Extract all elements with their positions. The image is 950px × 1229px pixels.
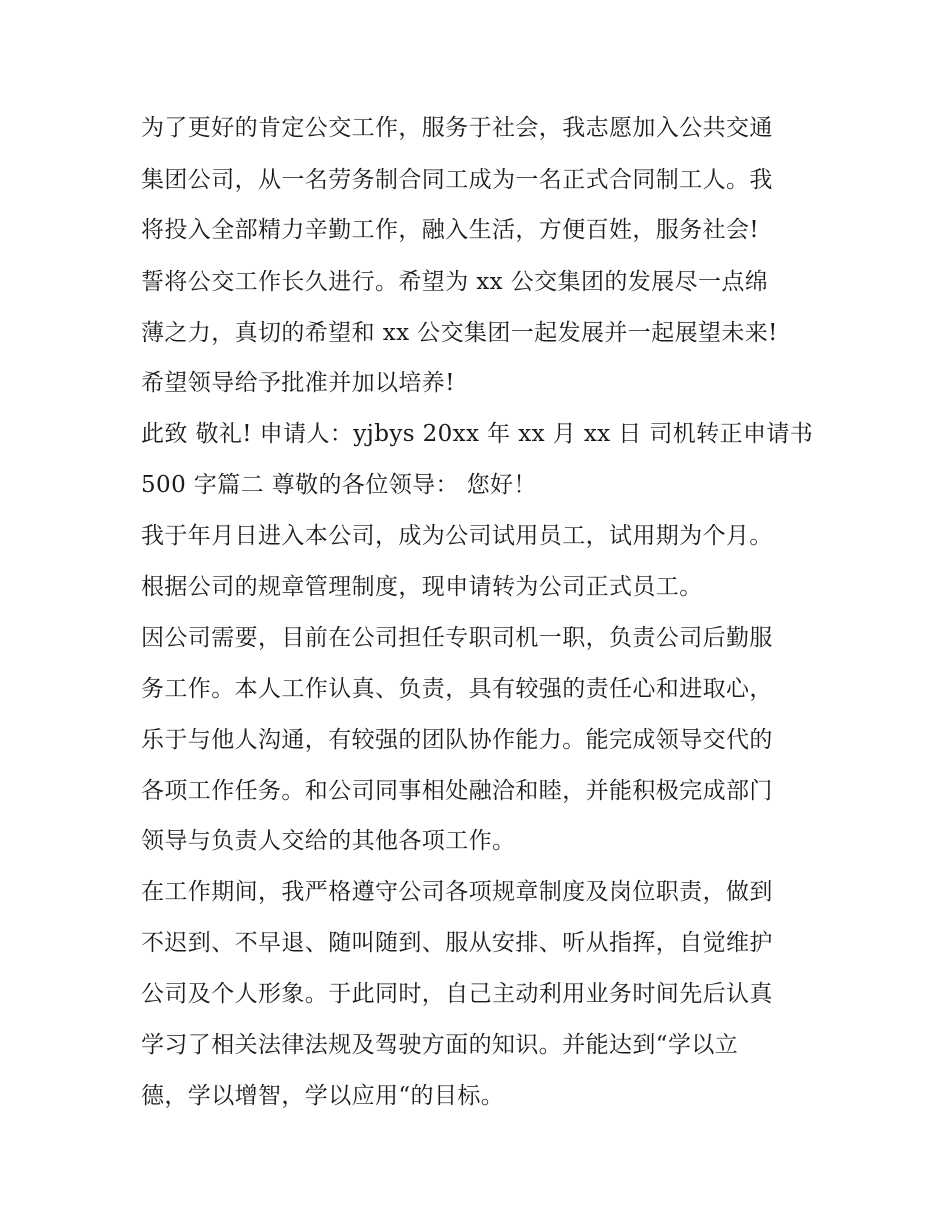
text-line: 不迟到、不早退、随叫随到、服从安排、听从指挥，自觉维护 bbox=[141, 930, 773, 956]
text-line: 德，学以增智，学以应用“的目标。 bbox=[141, 1083, 505, 1109]
text-line: 为了更好的肯定公交工作，服务于社会，我志愿加入公共交通 bbox=[141, 115, 773, 141]
text-line: 集团公司，从一名劳务制合同工成为一名正式合同制工人。我 bbox=[141, 167, 773, 193]
text-line: 在工作期间，我严格遵守公司各项规章制度及岗位职责，做到 bbox=[141, 879, 773, 905]
text-line: 公司及个人形象。于此同时，自己主动利用业务时间先后认真 bbox=[141, 981, 773, 1007]
text-line: 希望领导给予批准并加以培养! bbox=[141, 370, 455, 396]
text-line: 将投入全部精力辛勤工作，融入生活，方便百姓，服务社会! bbox=[141, 217, 760, 243]
text-line: 领导与负责人交给的其他各项工作。 bbox=[141, 828, 516, 854]
text-line: 根据公司的规章管理制度，现申请转为公司正式员工。 bbox=[141, 574, 703, 600]
text-line: 各项工作任务。和公司同事相处融洽和睦，并能积极完成部门 bbox=[141, 778, 773, 804]
text-line: 乐于与他人沟通，有较强的团队协作能力。能完成领导交代的 bbox=[141, 727, 773, 753]
text-line: 因公司需要，目前在公司担任专职司机一职，负责公司后勤服 bbox=[141, 625, 773, 651]
text-line: 学习了相关法律法规及驾驶方面的知识。并能达到“学以立 bbox=[141, 1032, 739, 1058]
text-line: 此致 敬礼! 申请人：yjbys 20xx 年 xx 月 xx 日 司机转正申请书 bbox=[141, 421, 814, 447]
text-line: 务工作。本人工作认真、负责，具有较强的责任心和进取心， bbox=[141, 676, 773, 702]
text-line: 薄之力，真切的希望和 xx 公交集团一起发展并一起展望未来! bbox=[141, 320, 778, 346]
text-line: 500 字篇二 尊敬的各位领导： 您好！ bbox=[141, 472, 537, 498]
text-line: 誓将公交工作长久进行。希望为 xx 公交集团的发展尽一点绵 bbox=[141, 269, 769, 295]
text-line: 我于年月日进入本公司，成为公司试用员工，试用期为个月。 bbox=[141, 523, 773, 549]
